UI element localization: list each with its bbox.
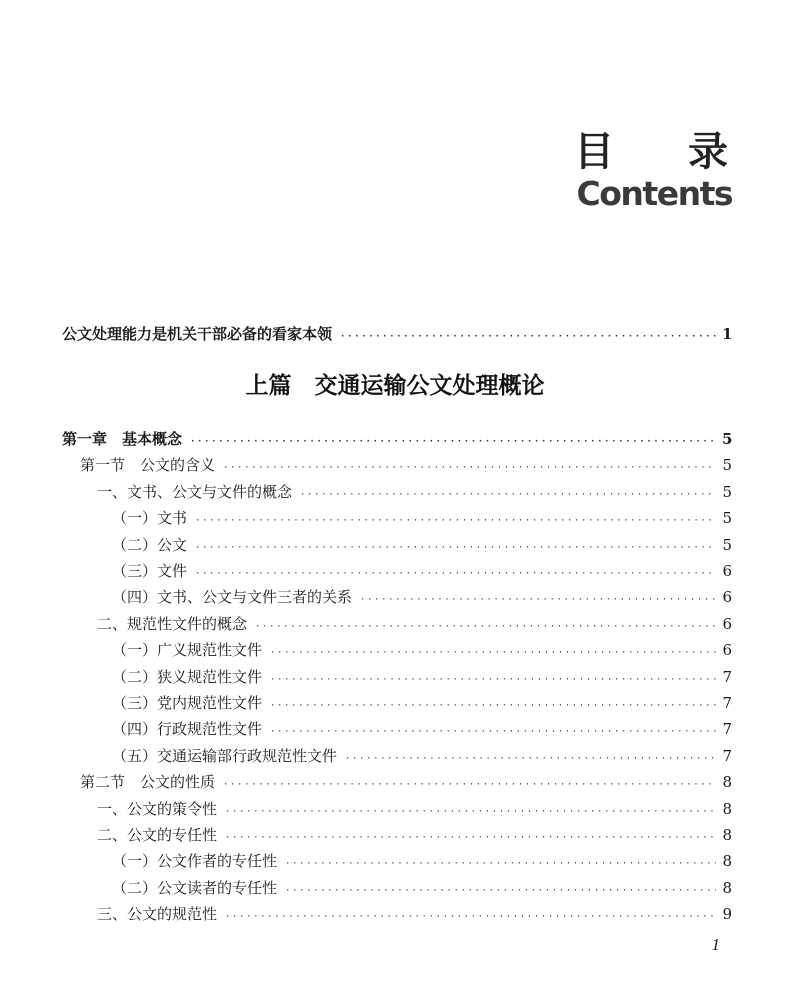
toc-entry-page: 6	[722, 614, 732, 633]
toc-entry-item[interactable]	[112, 693, 732, 716]
dot-leader	[223, 458, 716, 478]
dot-leader	[195, 564, 716, 584]
toc-entry-label: 三、公文的规范性	[97, 905, 218, 924]
toc-entry-subsection[interactable]	[97, 904, 732, 927]
dot-leader	[225, 907, 716, 927]
toc-entry-label: （一）公文作者的专任性	[112, 852, 278, 871]
toc-entry-page: 7	[722, 694, 732, 712]
toc-entry-item[interactable]	[112, 719, 732, 742]
dot-leader	[270, 696, 716, 716]
toc-entry-item[interactable]	[112, 878, 732, 901]
toc-entry-page: 6	[722, 562, 732, 580]
toc-entry-page: 7	[722, 746, 732, 765]
toc-entry-label: （三）党内规范性文件	[112, 694, 263, 712]
toc-entry-label: （一）广义规范性文件	[112, 641, 263, 660]
toc-entry-label: 一、公文的策令性	[97, 799, 218, 818]
dot-leader	[225, 802, 716, 822]
toc-entry-section[interactable]	[80, 455, 732, 478]
toc-entry-page: 5	[722, 430, 733, 448]
dot-leader	[285, 881, 716, 901]
dot-leader	[195, 511, 716, 531]
toc-entry-chapter[interactable]	[62, 429, 732, 452]
toc-entry-page: 5	[722, 535, 732, 554]
toc-entry-page: 8	[722, 773, 732, 792]
toc-entry-label: 二、规范性文件的概念	[97, 614, 248, 633]
dot-leader	[285, 854, 716, 874]
toc-entry-label: （三）文件	[112, 562, 188, 580]
toc-entry-label: 第一章 基本概念	[62, 430, 183, 448]
toc-entry-item[interactable]	[112, 667, 732, 690]
toc-entry-subsection[interactable]	[97, 825, 732, 848]
toc-entry-page: 6	[722, 641, 732, 660]
toc-entry-item[interactable]	[112, 535, 732, 558]
toc-entry-item[interactable]	[112, 746, 732, 769]
toc-entry-label: （二）公文读者的专任性	[112, 878, 278, 897]
toc-entry-label: 二、公文的专任性	[97, 826, 218, 844]
toc-entry-item[interactable]	[112, 508, 732, 531]
dot-leader	[360, 590, 716, 610]
dot-leader	[270, 670, 716, 690]
toc-entry-label: 一、文书、公文与文件的概念	[97, 482, 293, 501]
toc-entry-label: （四）文书、公文与文件三者的关系	[112, 588, 353, 607]
toc-entry-item[interactable]	[112, 640, 732, 663]
page-number: 1	[711, 935, 720, 954]
toc-entry-preface[interactable]	[62, 324, 732, 347]
dot-leader	[345, 749, 716, 769]
toc-entry-page: 6	[722, 588, 732, 607]
toc-entry-subsection[interactable]	[97, 614, 732, 637]
toc-entry-label: （五）交通运输部行政规范性文件	[112, 746, 338, 765]
toc-entry-page: 8	[722, 878, 732, 897]
dot-leader	[195, 538, 716, 558]
toc-entry-label: 第一节 公文的含义	[80, 456, 216, 475]
dot-leader	[340, 327, 716, 347]
toc-entry-label: （二）狭义规范性文件	[112, 667, 263, 686]
dot-leader	[225, 828, 716, 848]
toc-entry-item[interactable]	[112, 851, 732, 874]
toc-entry-page: 8	[722, 799, 732, 818]
contents-title-chinese: 目 录	[574, 129, 758, 175]
dot-leader	[270, 643, 716, 663]
toc-entry-item[interactable]	[112, 561, 732, 584]
contents-title-english: Contents	[576, 174, 732, 213]
dot-leader	[300, 485, 716, 505]
toc-entry-page: 8	[722, 852, 732, 871]
toc-entry-page: 9	[722, 905, 732, 924]
toc-entry-label: （二）公文	[112, 535, 188, 554]
toc-entry-page: 7	[722, 720, 732, 739]
toc-entry-item[interactable]	[112, 587, 732, 610]
dot-leader	[270, 722, 716, 742]
dot-leader	[223, 775, 716, 795]
toc-entry-label: 第二节 公文的性质	[80, 773, 216, 792]
toc-entry-page: 5	[722, 456, 732, 475]
part-heading: 上篇 交通运输公文处理概论	[245, 372, 545, 399]
toc-entry-page: 1	[722, 325, 733, 343]
toc-entry-page: 8	[722, 826, 732, 844]
toc-entry-label: 公文处理能力是机关干部必备的看家本领	[62, 325, 333, 343]
toc-entry-subsection[interactable]	[97, 799, 732, 822]
dot-leader	[255, 617, 716, 637]
toc-entry-label: （一）文书	[112, 509, 188, 528]
toc-entry-section[interactable]	[80, 772, 732, 795]
toc-entry-page: 7	[722, 667, 732, 686]
toc-entry-subsection[interactable]	[97, 482, 732, 505]
toc-entry-label: （四）行政规范性文件	[112, 720, 263, 739]
toc-entry-page: 5	[722, 482, 732, 501]
dot-leader	[190, 432, 716, 452]
toc-entry-page: 5	[722, 509, 732, 528]
